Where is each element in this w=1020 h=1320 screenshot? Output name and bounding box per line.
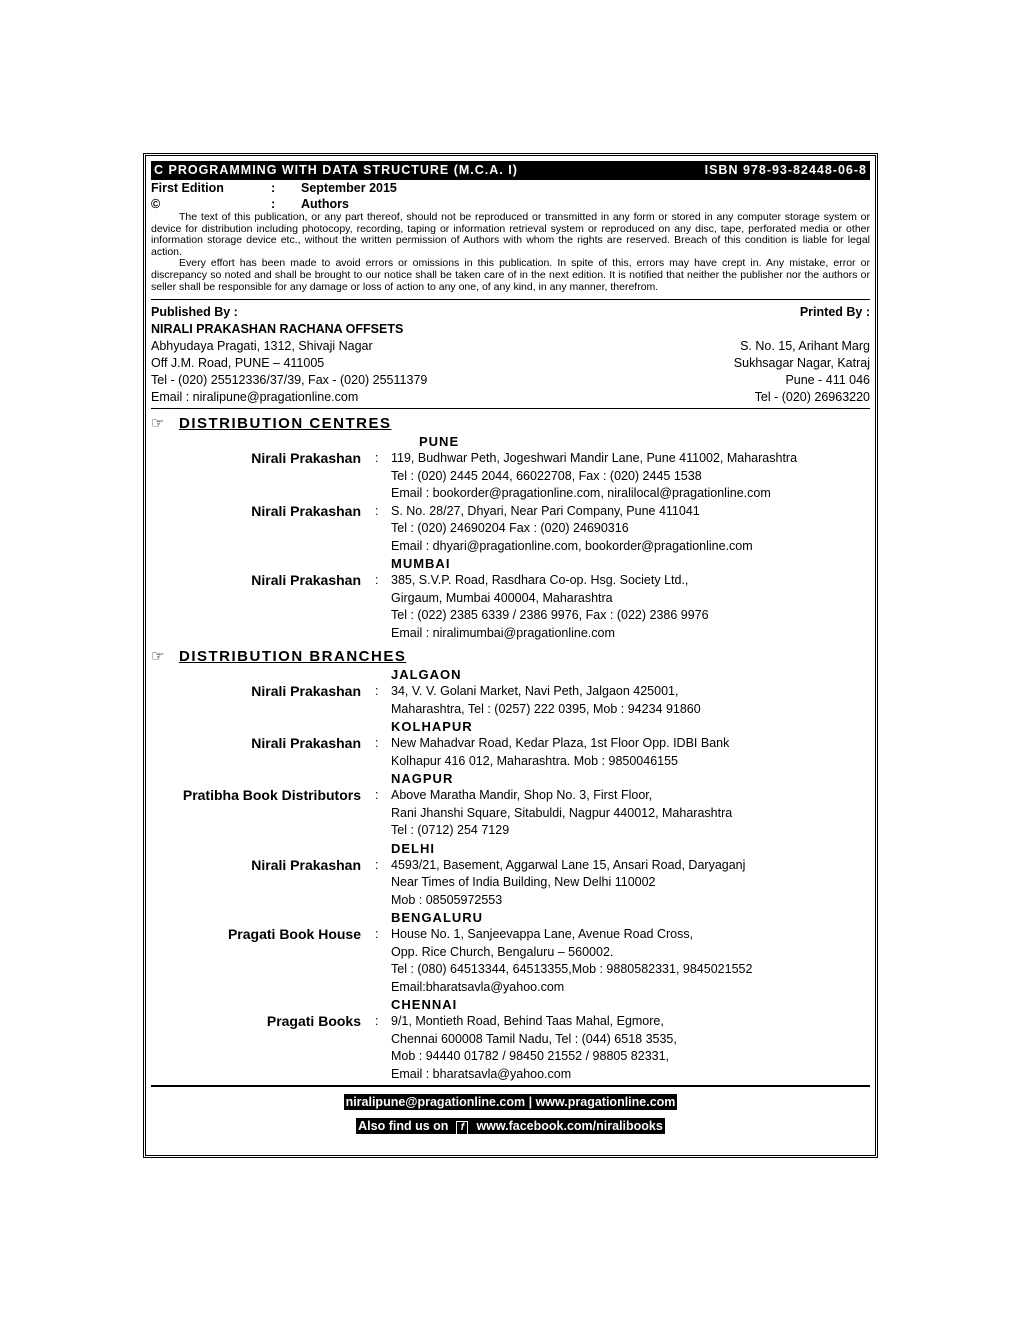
distributor-address	[391, 450, 870, 503]
address-line: 34, V. V. Golani Market, Navi Peth, Jalgaon 425001,	[391, 684, 679, 699]
city-heading: MUMBAI	[391, 556, 451, 572]
distributor-name: Nirali Prakashan	[251, 502, 361, 519]
divider	[151, 1085, 870, 1087]
footer-social: Also find us on f www.facebook.com/niralibooks	[358, 1119, 663, 1134]
address-line: 385, S.V.P. Road, Rasdhara Co-op. Hsg. Society Ltd.,	[391, 573, 689, 588]
city-heading: PUNE	[419, 434, 460, 450]
publisher-headings: Published By : Printed By :	[151, 305, 870, 320]
section-heading	[151, 646, 870, 666]
distributor-entry: Nirali Prakashan : New Mahadvar Road, Kedar Plaza, 1st Floor Opp. IDBI Bank Kolhapur 416 012, Maharashtra. Mob : 9850046155	[151, 735, 870, 770]
disclaimer-text: Every effort has been made to avoid errors or omissions in this publication. In spite of this, errors may have crept in. Any mistake, error or discrepancy so noted and shall be brought to our notice shall be taken care of in the next edition. It is notified that neither the publisher nor the authors or seller shall be responsible for any damage or loss of action to any one, of any kind, in any manner, therefrom.	[151, 257, 870, 293]
city-heading: KOLHAPUR	[391, 719, 473, 735]
distributor-address	[391, 683, 870, 718]
divider	[151, 408, 870, 409]
distributor-entry: Nirali Prakashan : 4593/21, Basement, Aggarwal Lane 15, Ansari Road, Daryaganj Near Times of India Building, New Delhi 110002 Mob : 08505972553	[151, 857, 870, 910]
distributor-entry: Pratibha Book Distributors : Above Maratha Mandir, Shop No. 3, First Floor, Rani Jhanshi Square, Sitabuldi, Nagpur 440012, Maharashtra Tel : (0712) 254 7129	[151, 787, 870, 840]
distributor-address	[391, 857, 870, 910]
address-line: Girgaum, Mumbai 400004, Maharashtra	[391, 590, 613, 605]
isbn: ISBN 978-93-82448-06-8	[704, 163, 867, 177]
address-line: 4593/21, Basement, Aggarwal Lane 15, Ansari Road, Daryaganj	[391, 857, 746, 872]
distributor-entry: Nirali Prakashan : 119, Budhwar Peth, Jogeshwari Mandir Lane, Pune 411002, Maharashtra Tel : (020) 2445 2044, 66022708, Fax : (020) 2445 1538 Email : bookorder@pragationline.com, niralilocal@pragationline.com	[151, 450, 870, 503]
address-line: Tel : (080) 64513344, 64513355,Mob : 9880582331, 9845021552	[391, 962, 753, 977]
address-line: Email : niralimumbai@pragationline.com	[391, 625, 615, 640]
address-line: Mob : 08505972553	[391, 892, 503, 907]
address-line: S. No. 28/27, Dhyari, Near Pari Company, Pune 411041	[391, 503, 700, 518]
distributor-name: Nirali Prakashan	[251, 683, 361, 700]
address-line: Email:bharatsavla@yahoo.com	[391, 979, 565, 994]
city-heading: BENGALURU	[391, 910, 484, 926]
city-heading: CHENNAI	[391, 997, 458, 1013]
address-line: New Mahadvar Road, Kedar Plaza, 1st Floor Opp. IDBI Bank	[391, 736, 730, 751]
address-line: Above Maratha Mandir, Shop No. 3, First Floor,	[391, 788, 653, 803]
distributor-address	[391, 787, 870, 840]
address-line: Tel : (020) 24690204 Fax : (020) 24690316	[391, 521, 629, 536]
title-bar	[151, 161, 870, 180]
city-heading: JALGAON	[391, 667, 462, 683]
copyright-row: © : Authors	[151, 197, 349, 211]
distributor-name: Pratibha Book Distributors	[182, 787, 361, 804]
distributor-entry: Pragati Books : 9/1, Montieth Road, Behind Taas Mahal, Egmore, Chennai 600008 Tamil Nadu, Tel : (044) 6518 3535, Mob : 94440 01782 / 98450 21552 / 98805 82331, Email : bharatsavla@yahoo.com	[151, 1013, 870, 1083]
distributor-name: Nirali Prakashan	[251, 572, 361, 589]
distributor-address	[391, 503, 870, 556]
address-line: Email : bookorder@pragationline.com, niralilocal@pragationline.com	[391, 486, 771, 501]
distributor-address	[391, 735, 870, 770]
pointing-hand-icon: ☞	[151, 648, 165, 666]
distributor-address	[391, 926, 870, 996]
edition-row: First Edition : September 2015	[151, 181, 397, 195]
publisher-name: NIRALI PRAKASHAN RACHANA OFFSETS	[151, 322, 404, 337]
distributor-entry: Nirali Prakashan : 385, S.V.P. Road, Rasdhara Co-op. Hsg. Society Ltd., Girgaum, Mumbai 400004, Maharashtra Tel : (022) 2385 6339 / 2386 9976, Fax : (022) 2386 9976 Email : niralimumbai@pragationline.com	[151, 572, 870, 642]
page-frame: C PROGRAMMING WITH DATA STRUCTURE (M.C.A. I) ISBN 978-93-82448-06-8 First Edition : September 2015 © : Authors The text of this publication, or any part thereof, should not be reproduced or transmitted in any form or stored in any computer storage system or device for distribution including photocopy, recording, taping or information retrieval system or reproduced on any disc, tape, perforated media or other information storage device etc., without the written permission of Authors with whom the rights are reserved. Breach of this condition is liable for legal action. Every effort has been made to avoid errors or omissions in this publication. In spite of this, errors may have crept in. Any mistake, error or discrepancy so noted and shall be brought to our notice shall be taken care of in the next edition. It is notified that neither the publisher nor the authors or seller shall be responsible for any damage or loss of action to any one, of any kind, in any manner, therefrom. Published By : Printed By : NIRALI PRAKASHAN RACHANA OFFSETS Abhyudaya Pragati, 1312, Shivaji Nagar S. No. 15, Arihant Marg Off J.M. Road, PUNE – 411005 Sukhsagar Nagar, Katraj Tel - (020) 25512336/37/39, Fax - (020) 25511379 Pune - 411 046 Email : niralipune@pragationline.com Tel - (020) 26963220 ☞ DISTRIBUTION CENTRES PUNE Nirali Prakashan : 119, Budhwar Peth, Jogeshwari Mandir Lane, Pune 411002, Maharashtra Tel : (020) 2445 2044, 66022708, Fax : (020) 2445 1538 Email : bookorder@pragationline.com, niralilocal@pragationline.com Nirali Prakashan : S. No. 28/27, Dhyari, Near Pari Company, Pune 411041 Tel : (020) 24690204 Fax : (020) 24690316 Email : dhyari@pragationline.com, bookorder@pragationline.com MUMBAI Nirali Prakashan : 385, S.V.P. Road, Rasdhara Co-op. Hsg. Society Ltd., Girgaum, Mumbai 400004, Maharashtra Tel : (022) 2385 6339 / 2386 9976, Fax : (022) 2386 9976 Email : niralimumbai@pragationline.com ☞ DISTRIBUTION BRANCHES JALGAON Nirali Prakashan : 34, V. V. Golani Market, Navi Peth, Jalgaon 425001, Maharashtra, Tel : (0257) 222 0395, Mob : 94234 91860 KOLHAPUR Nirali Prakashan : New Mahadvar Road, Kedar Plaza, 1st Floor Opp. IDBI Bank Kolhapur 416 012, Maharashtra. Mob : 9850046155 NAGPUR Pratibha Book Distributors : Above Maratha Mandir, Shop No. 3, First Floor, Rani Jhanshi Square, Sitabuldi, Nagpur 440012, Maharashtra Tel : (0712) 254 7129 DELHI Nirali Prakashan : 4593/21, Basement, Aggarwal Lane 15, Ansari Road, Daryaganj Near Times of India Building, New Delhi 110002 Mob : 08505972553 BENGALURU Pragati Book House : House No. 1, Sanjeevappa Lane, Avenue Road Cross, Opp. Rice Church, Bengaluru – 560002. Tel : (080) 64513344, 64513355,Mob : 9880582331, 9845021552 Email:bharatsavla@yahoo.com CHENNAI Pragati Books : 9/1, Montieth Road, Behind Taas Mahal, Egmore, Chennai 600008 Tamil Nadu, Tel : (044) 6518 3535, Mob : 94440 01782 / 98450 21552 / 98805 82331, Email : bharatsavla@yahoo.com niralipune@pragationline.com | www.pragationline.com Also find us on f www.facebook.com/niralibooks	[143, 153, 878, 1158]
city-heading: NAGPUR	[391, 771, 454, 787]
distributor-name: Pragati Books	[266, 1013, 361, 1030]
address-line: Tel : (0712) 254 7129	[391, 823, 510, 838]
address-line: Near Times of India Building, New Delhi 110002	[391, 875, 656, 890]
section-title: DISTRIBUTION CENTRES	[179, 414, 392, 432]
address-line: Chennai 600008 Tamil Nadu, Tel : (044) 6518 3535,	[391, 1031, 677, 1046]
address-line: Tel : (020) 2445 2044, 66022708, Fax : (020) 2445 1538	[391, 468, 702, 483]
book-title: C PROGRAMMING WITH DATA STRUCTURE (M.C.A. I)	[154, 163, 518, 177]
distributor-address	[391, 1013, 870, 1083]
address-line: Opp. Rice Church, Bengaluru – 560002.	[391, 944, 614, 959]
facebook-icon: f	[456, 1121, 468, 1135]
distributor-name: Pragati Book House	[227, 926, 361, 943]
address-line: Email : bharatsavla@yahoo.com	[391, 1066, 572, 1081]
distributor-address	[391, 572, 870, 642]
distributor-entry: Nirali Prakashan : 34, V. V. Golani Market, Navi Peth, Jalgaon 425001, Maharashtra, Tel : (0257) 222 0395, Mob : 94234 91860	[151, 683, 870, 718]
city-heading: DELHI	[391, 840, 435, 856]
distributor-entry: Nirali Prakashan : S. No. 28/27, Dhyari, Near Pari Company, Pune 411041 Tel : (020) 24690204 Fax : (020) 24690316 Email : dhyari@pragationline.com, bookorder@pragationline.com	[151, 503, 870, 556]
footer-links: niralipune@pragationline.com | www.pragationline.com	[345, 1095, 676, 1110]
distributor-name: Nirali Prakashan	[251, 735, 361, 752]
address-line: Tel : (022) 2385 6339 / 2386 9976, Fax : (022) 2386 9976	[391, 608, 709, 623]
address-line: Kolhapur 416 012, Maharashtra. Mob : 9850046155	[391, 753, 679, 768]
address-line: Rani Jhanshi Square, Sitabuldi, Nagpur 440012, Maharashtra	[391, 805, 733, 820]
copyright-text: The text of this publication, or any part thereof, should not be reproduced or transmitted in any form or stored in any computer storage system or device for distribution including photocopy, recording, taping or information retrieval system or reproduced on any disc, tape, perforated media or other information storage device etc., without the written permission of Authors with whom the rights are reserved. Breach of this condition is liable for legal action.	[151, 211, 870, 258]
distributor-name: Nirali Prakashan	[251, 450, 361, 467]
address-line: Email : dhyari@pragationline.com, bookorder@pragationline.com	[391, 538, 753, 553]
address-line: 9/1, Montieth Road, Behind Taas Mahal, Egmore,	[391, 1014, 664, 1029]
distributor-name: Nirali Prakashan	[251, 856, 361, 873]
address-line: House No. 1, Sanjeevappa Lane, Avenue Road Cross,	[391, 927, 694, 942]
section-title: DISTRIBUTION BRANCHES	[179, 647, 407, 665]
address-line: 119, Budhwar Peth, Jogeshwari Mandir Lane, Pune 411002, Maharashtra	[391, 451, 798, 466]
divider	[151, 299, 870, 300]
address-line: Mob : 94440 01782 / 98450 21552 / 98805 82331,	[391, 1049, 670, 1064]
pointing-hand-icon: ☞	[151, 415, 165, 433]
distribution-list	[151, 413, 870, 1083]
address-line: Maharashtra, Tel : (0257) 222 0395, Mob : 94234 91860	[391, 701, 701, 716]
distributor-entry: Pragati Book House : House No. 1, Sanjeevappa Lane, Avenue Road Cross, Opp. Rice Church, Bengaluru – 560002. Tel : (080) 64513344, 64513355,Mob : 9880582331, 9845021552 Email:bharatsavla@yahoo.com	[151, 926, 870, 996]
section-heading	[151, 413, 870, 433]
